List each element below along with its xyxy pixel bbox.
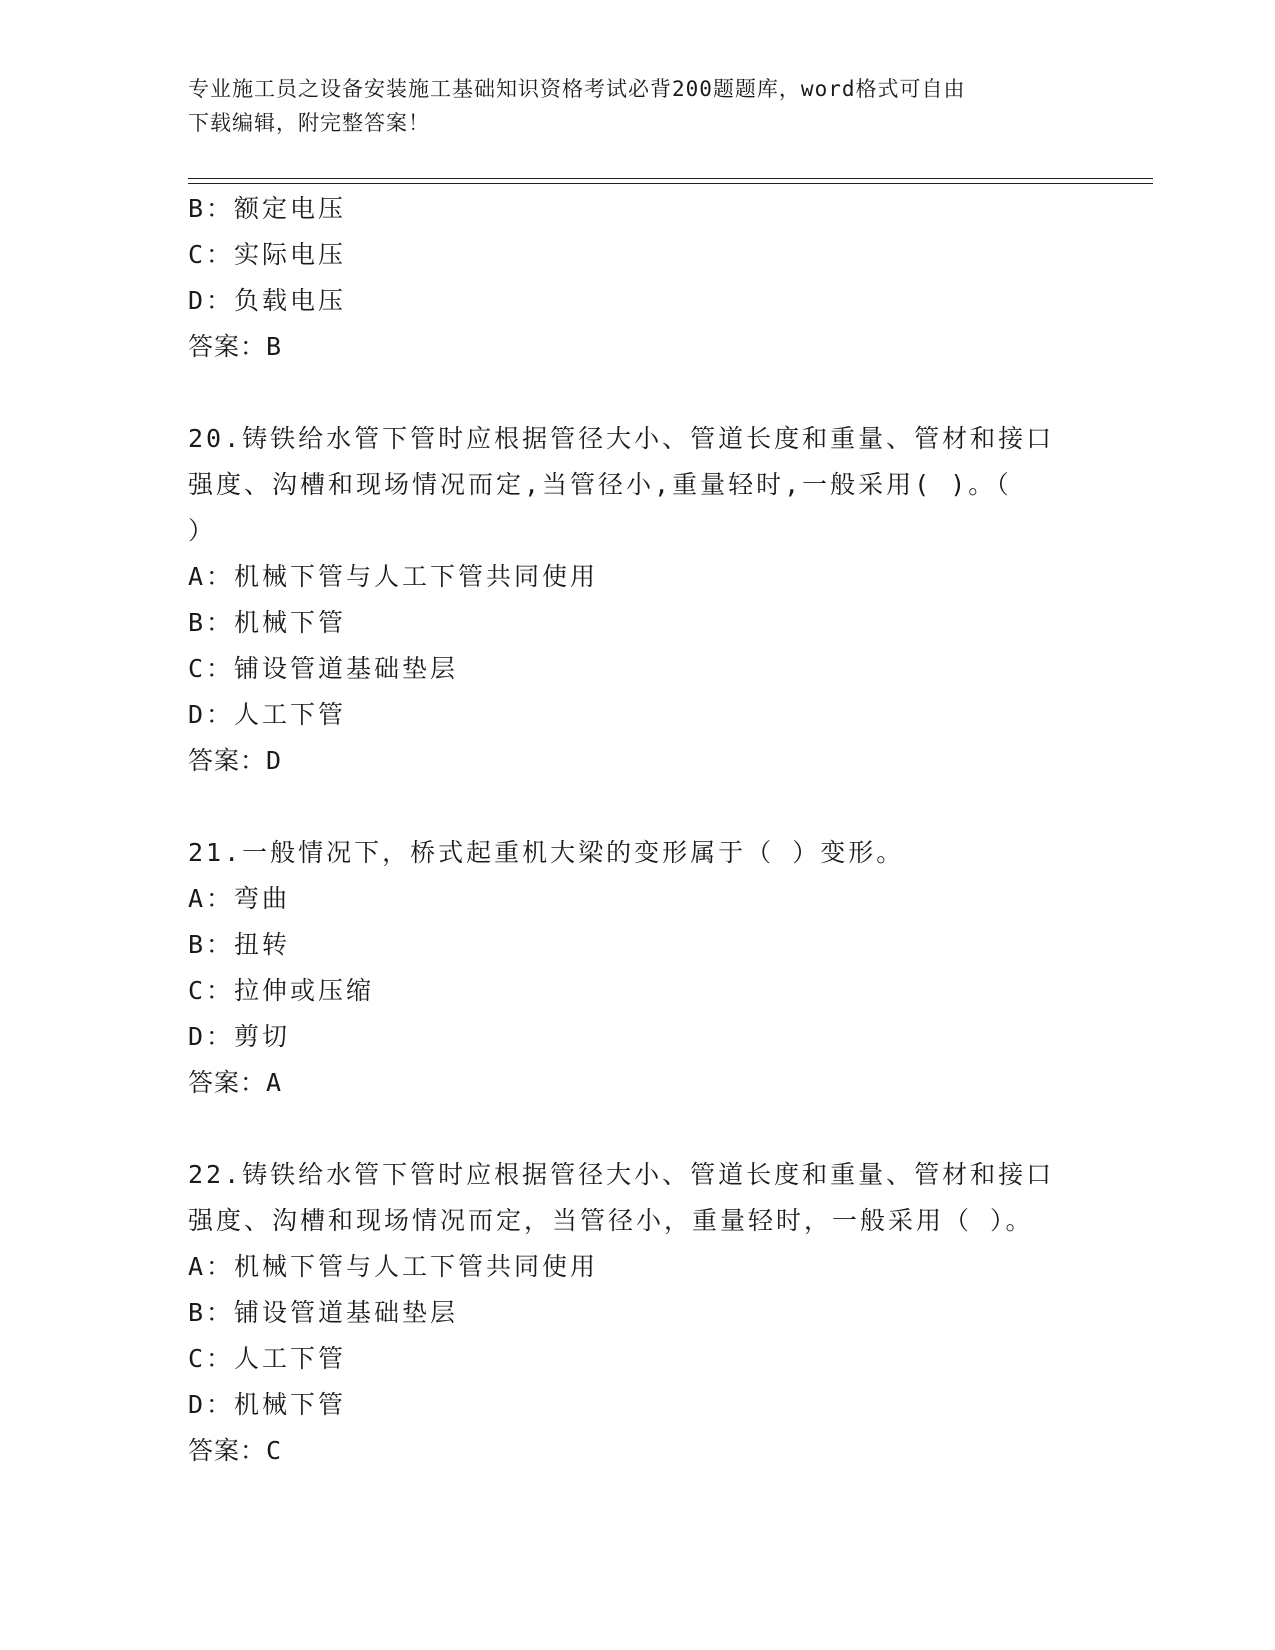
document-header xyxy=(188,72,1068,140)
header-rule-bottom xyxy=(188,183,1153,184)
question-block-21 xyxy=(188,830,1108,1106)
option-a: A：机械下管与人工下管共同使用 xyxy=(188,1252,599,1281)
answer-line: 答案：D xyxy=(188,746,283,775)
option-a: A：弯曲 xyxy=(188,884,291,913)
answer-line: 答案：C xyxy=(188,1436,283,1465)
option-c: C：实际电压 xyxy=(188,240,347,269)
question-text-line: 22.铸铁给水管下管时应根据管径大小、管道长度和重量、管材和接口 xyxy=(188,1160,1055,1189)
option-a: A：机械下管与人工下管共同使用 xyxy=(188,562,599,591)
spacer xyxy=(188,1106,1108,1152)
option-c: C：铺设管道基础垫层 xyxy=(188,654,459,683)
question-text-line: ） xyxy=(188,516,217,545)
spacer xyxy=(188,370,1108,416)
question-block-prev xyxy=(188,186,1108,370)
option-b: B：扭转 xyxy=(188,930,291,959)
header-rule-top xyxy=(188,178,1153,179)
question-block-20 xyxy=(188,416,1108,784)
question-text-line: 强度、沟槽和现场情况而定,当管径小,重量轻时,一般采用( )。（ xyxy=(188,470,1012,499)
question-text-line: 20.铸铁给水管下管时应根据管径大小、管道长度和重量、管材和接口 xyxy=(188,424,1055,453)
header-line-1: 专业施工员之设备安装施工基础知识资格考试必背200题题库，word格式可自由 xyxy=(188,77,966,101)
option-d: D：负载电压 xyxy=(188,286,347,315)
option-d: D：机械下管 xyxy=(188,1390,347,1419)
question-block-22 xyxy=(188,1152,1108,1474)
option-b: B：额定电压 xyxy=(188,194,347,223)
option-d: D：人工下管 xyxy=(188,700,347,729)
option-b: B：机械下管 xyxy=(188,608,347,637)
option-d: D：剪切 xyxy=(188,1022,291,1051)
question-list xyxy=(188,186,1108,1474)
answer-line: 答案：B xyxy=(188,332,283,361)
answer-line: 答案：A xyxy=(188,1068,283,1097)
option-c: C：拉伸或压缩 xyxy=(188,976,375,1005)
question-text-line: 21.一般情况下，桥式起重机大梁的变形属于（ ）变形。 xyxy=(188,838,905,867)
option-b: B：铺设管道基础垫层 xyxy=(188,1298,459,1327)
header-line-2: 下载编辑，附完整答案！ xyxy=(188,111,430,135)
spacer xyxy=(188,784,1108,830)
option-c: C：人工下管 xyxy=(188,1344,347,1373)
question-text-line: 强度、沟槽和现场情况而定，当管径小，重量轻时，一般采用（ ）。 xyxy=(188,1206,1034,1235)
